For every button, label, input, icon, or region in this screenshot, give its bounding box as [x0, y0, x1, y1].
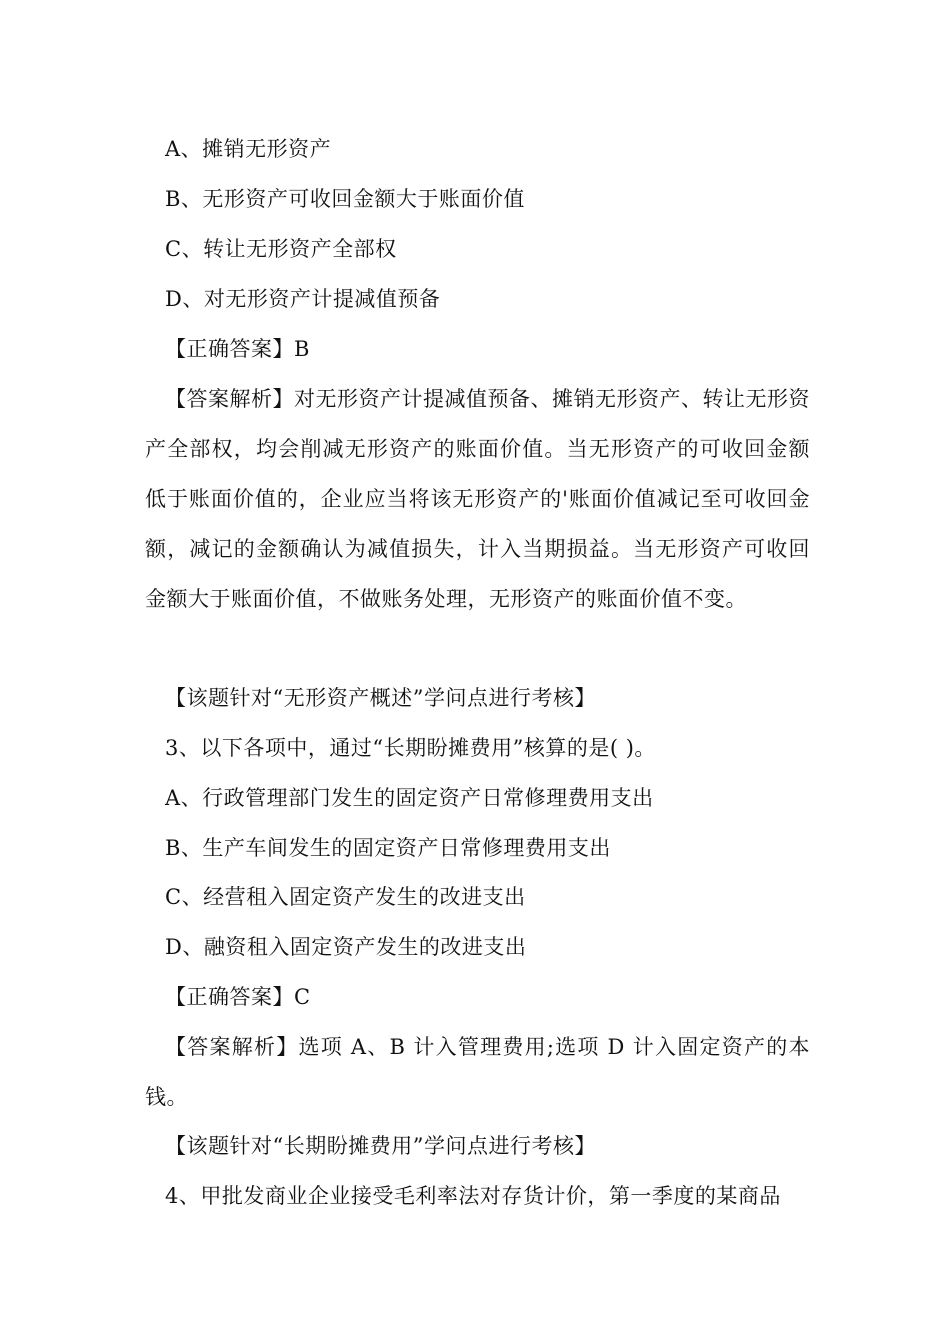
q3-option-c: C、经营租入固定资产发生的改进支出	[165, 885, 526, 909]
q3-option-b: B、生产车间发生的固定资产日常修理费用支出	[165, 836, 611, 860]
q3-correct-answer: 【正确答案】C	[165, 985, 311, 1009]
q2-option-c: C、转让无形资产全部权	[165, 237, 397, 261]
q2-option-d: D、对无形资产计提减值预备	[165, 287, 441, 311]
q2-option-b: B、无形资产可收回金额大于账面价值	[165, 187, 525, 211]
q2-topic-note: 【该题针对“无形资产概述”学问点进行考核】	[165, 686, 596, 710]
q3-option-a: A、行政管理部门发生的固定资产日常修理费用支出	[165, 786, 654, 810]
q3-option-d: D、融资租入固定资产发生的改进支出	[165, 935, 527, 959]
q2-answer-analysis: 【答案解析】对无形资产计提减值预备、摊销无形资产、转让无形资产全部权，均会削减无形资产的账面价值。当无形资产的可收回金额低于账面价值的，企业应当将该无形资产的'账面价值减记至可收回金额，减记的金额确认为减值损失，计入当期损益。当无形资产可收回金额大于账面价值，不做账务处理，无形资产的账面价值不变。	[145, 387, 810, 611]
q3-topic-note: 【该题针对“长期盼摊费用”学问点进行考核】	[165, 1134, 596, 1158]
q3-answer-analysis: 【答案解析】选项 A、B 计入管理费用;选项 D 计入固定资产的本钱。	[145, 1035, 810, 1109]
q4-question: 4、甲批发商业企业接受毛利率法对存货计价，第一季度的某商品	[165, 1184, 781, 1208]
q2-option-a: A、摊销无形资产	[165, 137, 332, 161]
q2-correct-answer: 【正确答案】B	[165, 337, 310, 361]
q3-question: 3、以下各项中，通过“长期盼摊费用”核算的是( )。	[165, 736, 656, 760]
